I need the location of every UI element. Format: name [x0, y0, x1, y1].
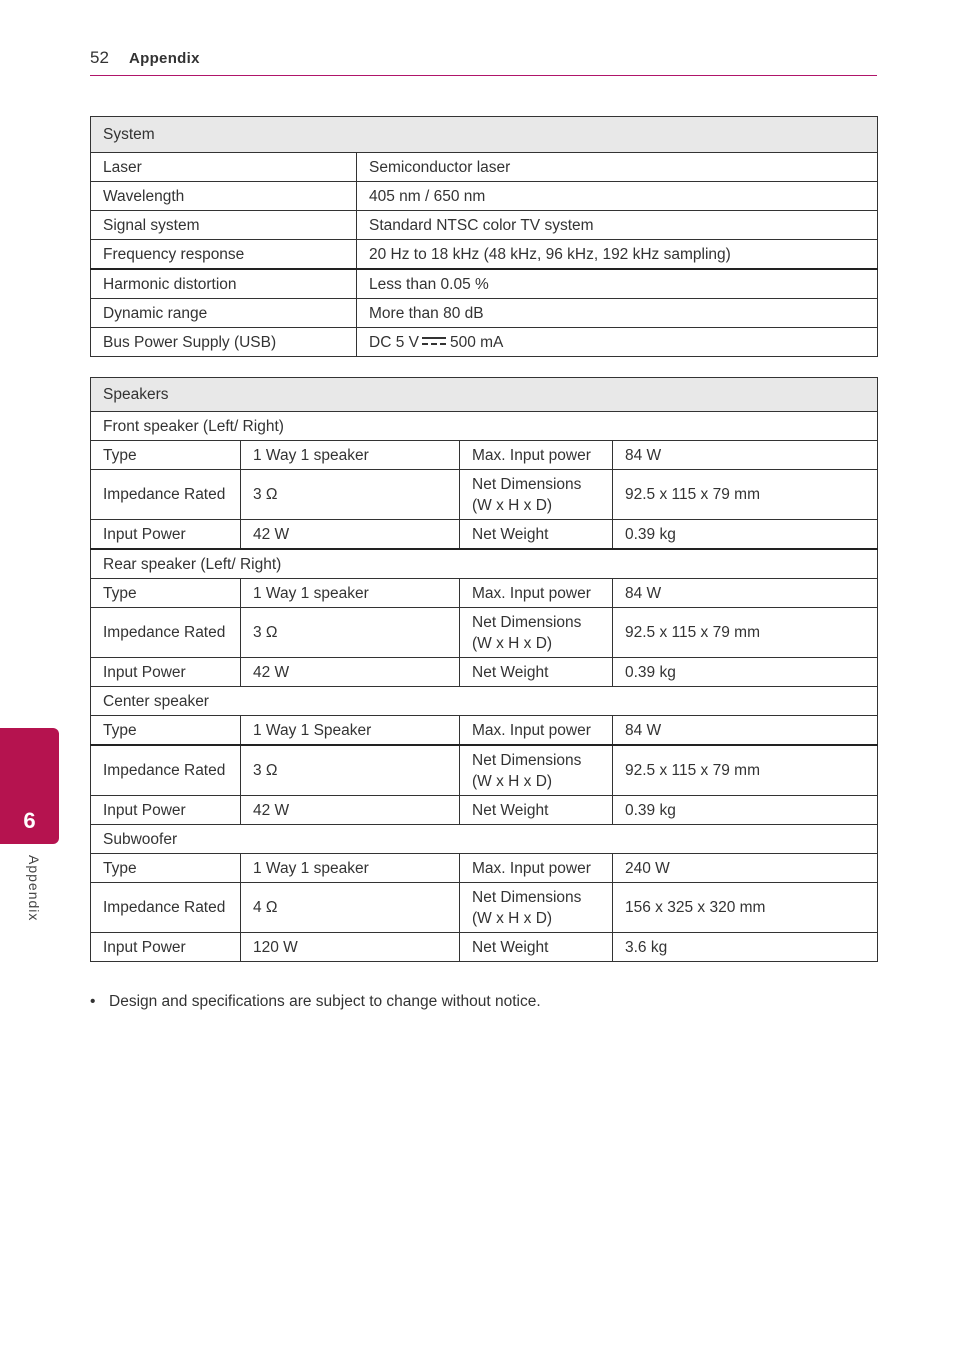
chapter-number: 6 — [23, 808, 36, 833]
bullet-icon: • — [90, 993, 96, 1010]
spec-value: 240 W — [613, 854, 878, 883]
system-table-title: System — [91, 117, 878, 153]
spec-value: 3 Ω — [241, 470, 460, 520]
spec-value — [357, 328, 878, 357]
spec-label: Type — [91, 716, 241, 746]
spec-label: Input Power — [91, 933, 241, 962]
spec-label: Max. Input power — [460, 716, 613, 746]
spec-value: More than 80 dB — [357, 299, 878, 328]
spec-value: 1 Way 1 speaker — [241, 579, 460, 608]
spec-value: 92.5 x 115 x 79 mm — [613, 470, 878, 520]
spec-label: Harmonic distortion — [91, 269, 357, 299]
chapter-tab — [0, 728, 59, 844]
spec-value: 1 Way 1 Speaker — [241, 716, 460, 746]
spec-value: 20 Hz to 18 kHz (48 kHz, 96 kHz, 192 kHz sampling) — [357, 240, 878, 270]
spec-label: Bus Power Supply (USB) — [91, 328, 357, 357]
spec-label: Net Weight — [460, 658, 613, 687]
speaker-group-title: Subwoofer — [91, 825, 878, 854]
spec-label: Max. Input power — [460, 441, 613, 470]
spec-label: Type — [91, 441, 241, 470]
speakers-table-title: Speakers — [91, 378, 878, 412]
spec-label: Input Power — [91, 658, 241, 687]
page-header — [90, 46, 877, 76]
spec-value: 4 Ω — [241, 883, 460, 933]
section-title: Appendix — [129, 50, 200, 67]
spec-label: Impedance Rated — [91, 470, 241, 520]
spec-label: Signal system — [91, 211, 357, 240]
dc-current-icon — [422, 336, 446, 346]
spec-label: Laser — [91, 153, 357, 182]
spec-value: 3.6 kg — [613, 933, 878, 962]
spec-label: Max. Input power — [460, 579, 613, 608]
spec-value: Semiconductor laser — [357, 153, 878, 182]
spec-value: 92.5 x 115 x 79 mm — [613, 608, 878, 658]
spec-label: Dynamic range — [91, 299, 357, 328]
spec-label: Input Power — [91, 520, 241, 550]
spec-value: 84 W — [613, 716, 878, 746]
page-number: 52 — [90, 48, 109, 67]
spec-label: Input Power — [91, 796, 241, 825]
disclaimer-note — [90, 993, 541, 1011]
spec-label: Type — [91, 854, 241, 883]
spec-label: Type — [91, 579, 241, 608]
spec-label: Max. Input power — [460, 854, 613, 883]
spec-label: Net Weight — [460, 796, 613, 825]
spec-label: Impedance Rated — [91, 608, 241, 658]
speaker-group-title: Center speaker — [91, 687, 878, 716]
spec-label: Net Dimensions (W x H x D) — [460, 883, 613, 933]
spec-value: 120 W — [241, 933, 460, 962]
spec-value: Standard NTSC color TV system — [357, 211, 878, 240]
spec-label: Impedance Rated — [91, 883, 241, 933]
spec-value: 3 Ω — [241, 608, 460, 658]
spec-value: 1 Way 1 speaker — [241, 441, 460, 470]
spec-label: Net Dimensions (W x H x D) — [460, 745, 613, 796]
speaker-group-title: Rear speaker (Left/ Right) — [91, 549, 878, 579]
spec-value: Less than 0.05 % — [357, 269, 878, 299]
speaker-group-title: Front speaker (Left/ Right) — [91, 412, 878, 441]
spec-value: 84 W — [613, 441, 878, 470]
spec-value: 92.5 x 115 x 79 mm — [613, 745, 878, 796]
spec-value: 156 x 325 x 320 mm — [613, 883, 878, 933]
spec-label: Net Dimensions (W x H x D) — [460, 470, 613, 520]
spec-value: 42 W — [241, 520, 460, 550]
dc-value-prefix: DC 5 V — [369, 333, 419, 351]
spec-value: 42 W — [241, 796, 460, 825]
spec-label: Net Weight — [460, 933, 613, 962]
spec-value: 405 nm / 650 nm — [357, 182, 878, 211]
chapter-label: Appendix — [26, 855, 42, 922]
spec-label: Net Weight — [460, 520, 613, 550]
spec-value: 0.39 kg — [613, 658, 878, 687]
system-spec-table — [90, 116, 878, 357]
spec-value: 0.39 kg — [613, 796, 878, 825]
speakers-spec-table — [90, 377, 878, 962]
spec-value: 0.39 kg — [613, 520, 878, 550]
disclaimer-text: Design and specifications are subject to change without notice. — [109, 993, 541, 1010]
spec-value: 42 W — [241, 658, 460, 687]
spec-value: 84 W — [613, 579, 878, 608]
spec-label: Impedance Rated — [91, 745, 241, 796]
spec-value: 3 Ω — [241, 745, 460, 796]
spec-label: Net Dimensions (W x H x D) — [460, 608, 613, 658]
spec-label: Frequency response — [91, 240, 357, 270]
spec-value: 1 Way 1 speaker — [241, 854, 460, 883]
spec-label: Wavelength — [91, 182, 357, 211]
dc-value-suffix: 500 mA — [449, 333, 504, 351]
